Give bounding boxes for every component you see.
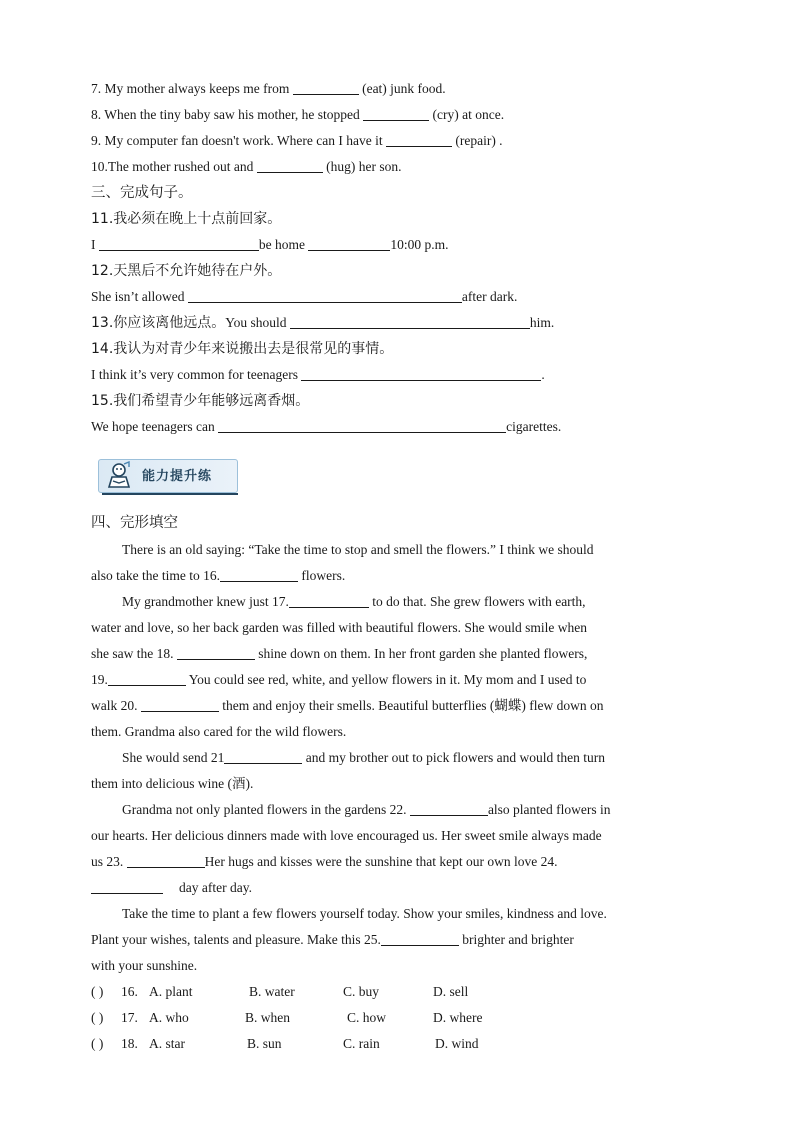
answer-blank-20[interactable] [141,695,219,712]
badge-label: 能力提升练 [142,469,213,484]
passage-line: walk 20. them and enjoy their smells. Beautiful butterflies (蝴蝶) flew down on [91,693,711,719]
answer-blank-23[interactable] [127,851,205,868]
answer-blank-21[interactable] [224,747,302,764]
question-10: 10.The mother rushed out and (hug) her son. [91,154,711,180]
question-8: 8. When the tiny baby saw his mother, he stopped (cry) at once. [91,102,711,128]
question-12-sentence: She isn’t allowed after dark. [91,284,711,310]
passage-line: us 23. Her hugs and kisses were the sunshine that kept our own love 24. [91,849,711,875]
question-9: 9. My computer fan doesn't work. Where can I have it (repair) . [91,128,711,154]
passage-line: Grandma not only planted flowers in the gardens 22. also planted flowers in [122,797,702,823]
answer-paren[interactable]: ( ) [91,984,104,999]
section-4-title: 四、完形填空 [91,515,178,531]
student-reading-icon [104,461,134,489]
passage-line: with your sunshine. [91,958,198,973]
answer-blank[interactable] [363,104,429,121]
option-row-17: ( ) 17. A. who B. when C. how D. where [91,1005,711,1031]
answer-blank-16[interactable] [220,565,298,582]
answer-blank-24[interactable] [91,877,163,894]
answer-blank[interactable] [218,416,506,433]
passage-line: them. Grandma also cared for the wild flowers. [91,724,347,739]
question-14-prompt: 14.我认为对青少年来说搬出去是很常见的事情。 [91,341,394,357]
answer-blank[interactable] [188,286,462,303]
passage-line: Take the time to plant a few flowers yourself today. Show your smiles, kindness and love. [122,906,607,921]
question-11-sentence: I be home 10:00 p.m. [91,232,711,258]
passage-line: Plant your wishes, talents and pleasure. Make this 25. brighter and brighter [91,927,711,953]
passage-line: 19. You could see red, white, and yellow flowers in it. My mom and I used to [91,667,711,693]
answer-blank[interactable] [386,130,452,147]
option-row-16: ( ) 16. A. plant B. water C. buy D. sell [91,979,711,1005]
question-7: 7. My mother always keeps me from (eat) junk food. [91,76,711,102]
question-15-prompt: 15.我们希望青少年能够远离香烟。 [91,393,310,409]
passage-line: also take the time to 16. flowers. [91,563,711,589]
ability-practice-badge [98,457,238,495]
passage-line: water and love, so her back garden was filled with beautiful flowers. She would smile when [91,620,587,635]
question-12-prompt: 12.天黑后不允许她待在户外。 [91,263,282,279]
question-11-prompt: 11.我必须在晚上十点前回家。 [91,211,282,227]
passage-line: day after day. [91,875,711,901]
passage-line: There is an old saying: “Take the time to stop and smell the flowers.” I think we should [122,542,594,557]
answer-blank[interactable] [293,78,359,95]
answer-blank[interactable] [99,234,259,251]
question-14-sentence: I think it’s very common for teenagers . [91,362,711,388]
answer-blank[interactable] [257,156,323,173]
option-row-18: ( ) 18. A. star B. sun C. rain D. wind [91,1031,711,1057]
question-13: 13.你应该离他远点。You should him. [91,310,711,336]
answer-blank[interactable] [290,312,530,329]
answer-blank-22[interactable] [410,799,488,816]
section-3-title: 三、完成句子。 [91,185,193,201]
question-15-sentence: We hope teenagers can cigarettes. [91,414,711,440]
passage-line: she saw the 18. shine down on them. In her front garden she planted flowers, [91,641,711,667]
answer-blank[interactable] [301,364,541,381]
passage-line: She would send 21 and my brother out to pick flowers and would then turn [122,745,702,771]
answer-blank-17[interactable] [289,591,369,608]
answer-paren[interactable]: ( ) [91,1036,104,1051]
answer-blank-19[interactable] [108,669,186,686]
answer-blank-18[interactable] [177,643,255,660]
passage-line: My grandmother knew just 17. to do that. She grew flowers with earth, [122,589,702,615]
passage-line: them into delicious wine (酒). [91,776,254,791]
passage-line: our hearts. Her delicious dinners made with love encouraged us. Her sweet smile always made [91,828,602,843]
answer-blank-25[interactable] [381,929,459,946]
answer-paren[interactable]: ( ) [91,1010,104,1025]
answer-blank[interactable] [308,234,390,251]
